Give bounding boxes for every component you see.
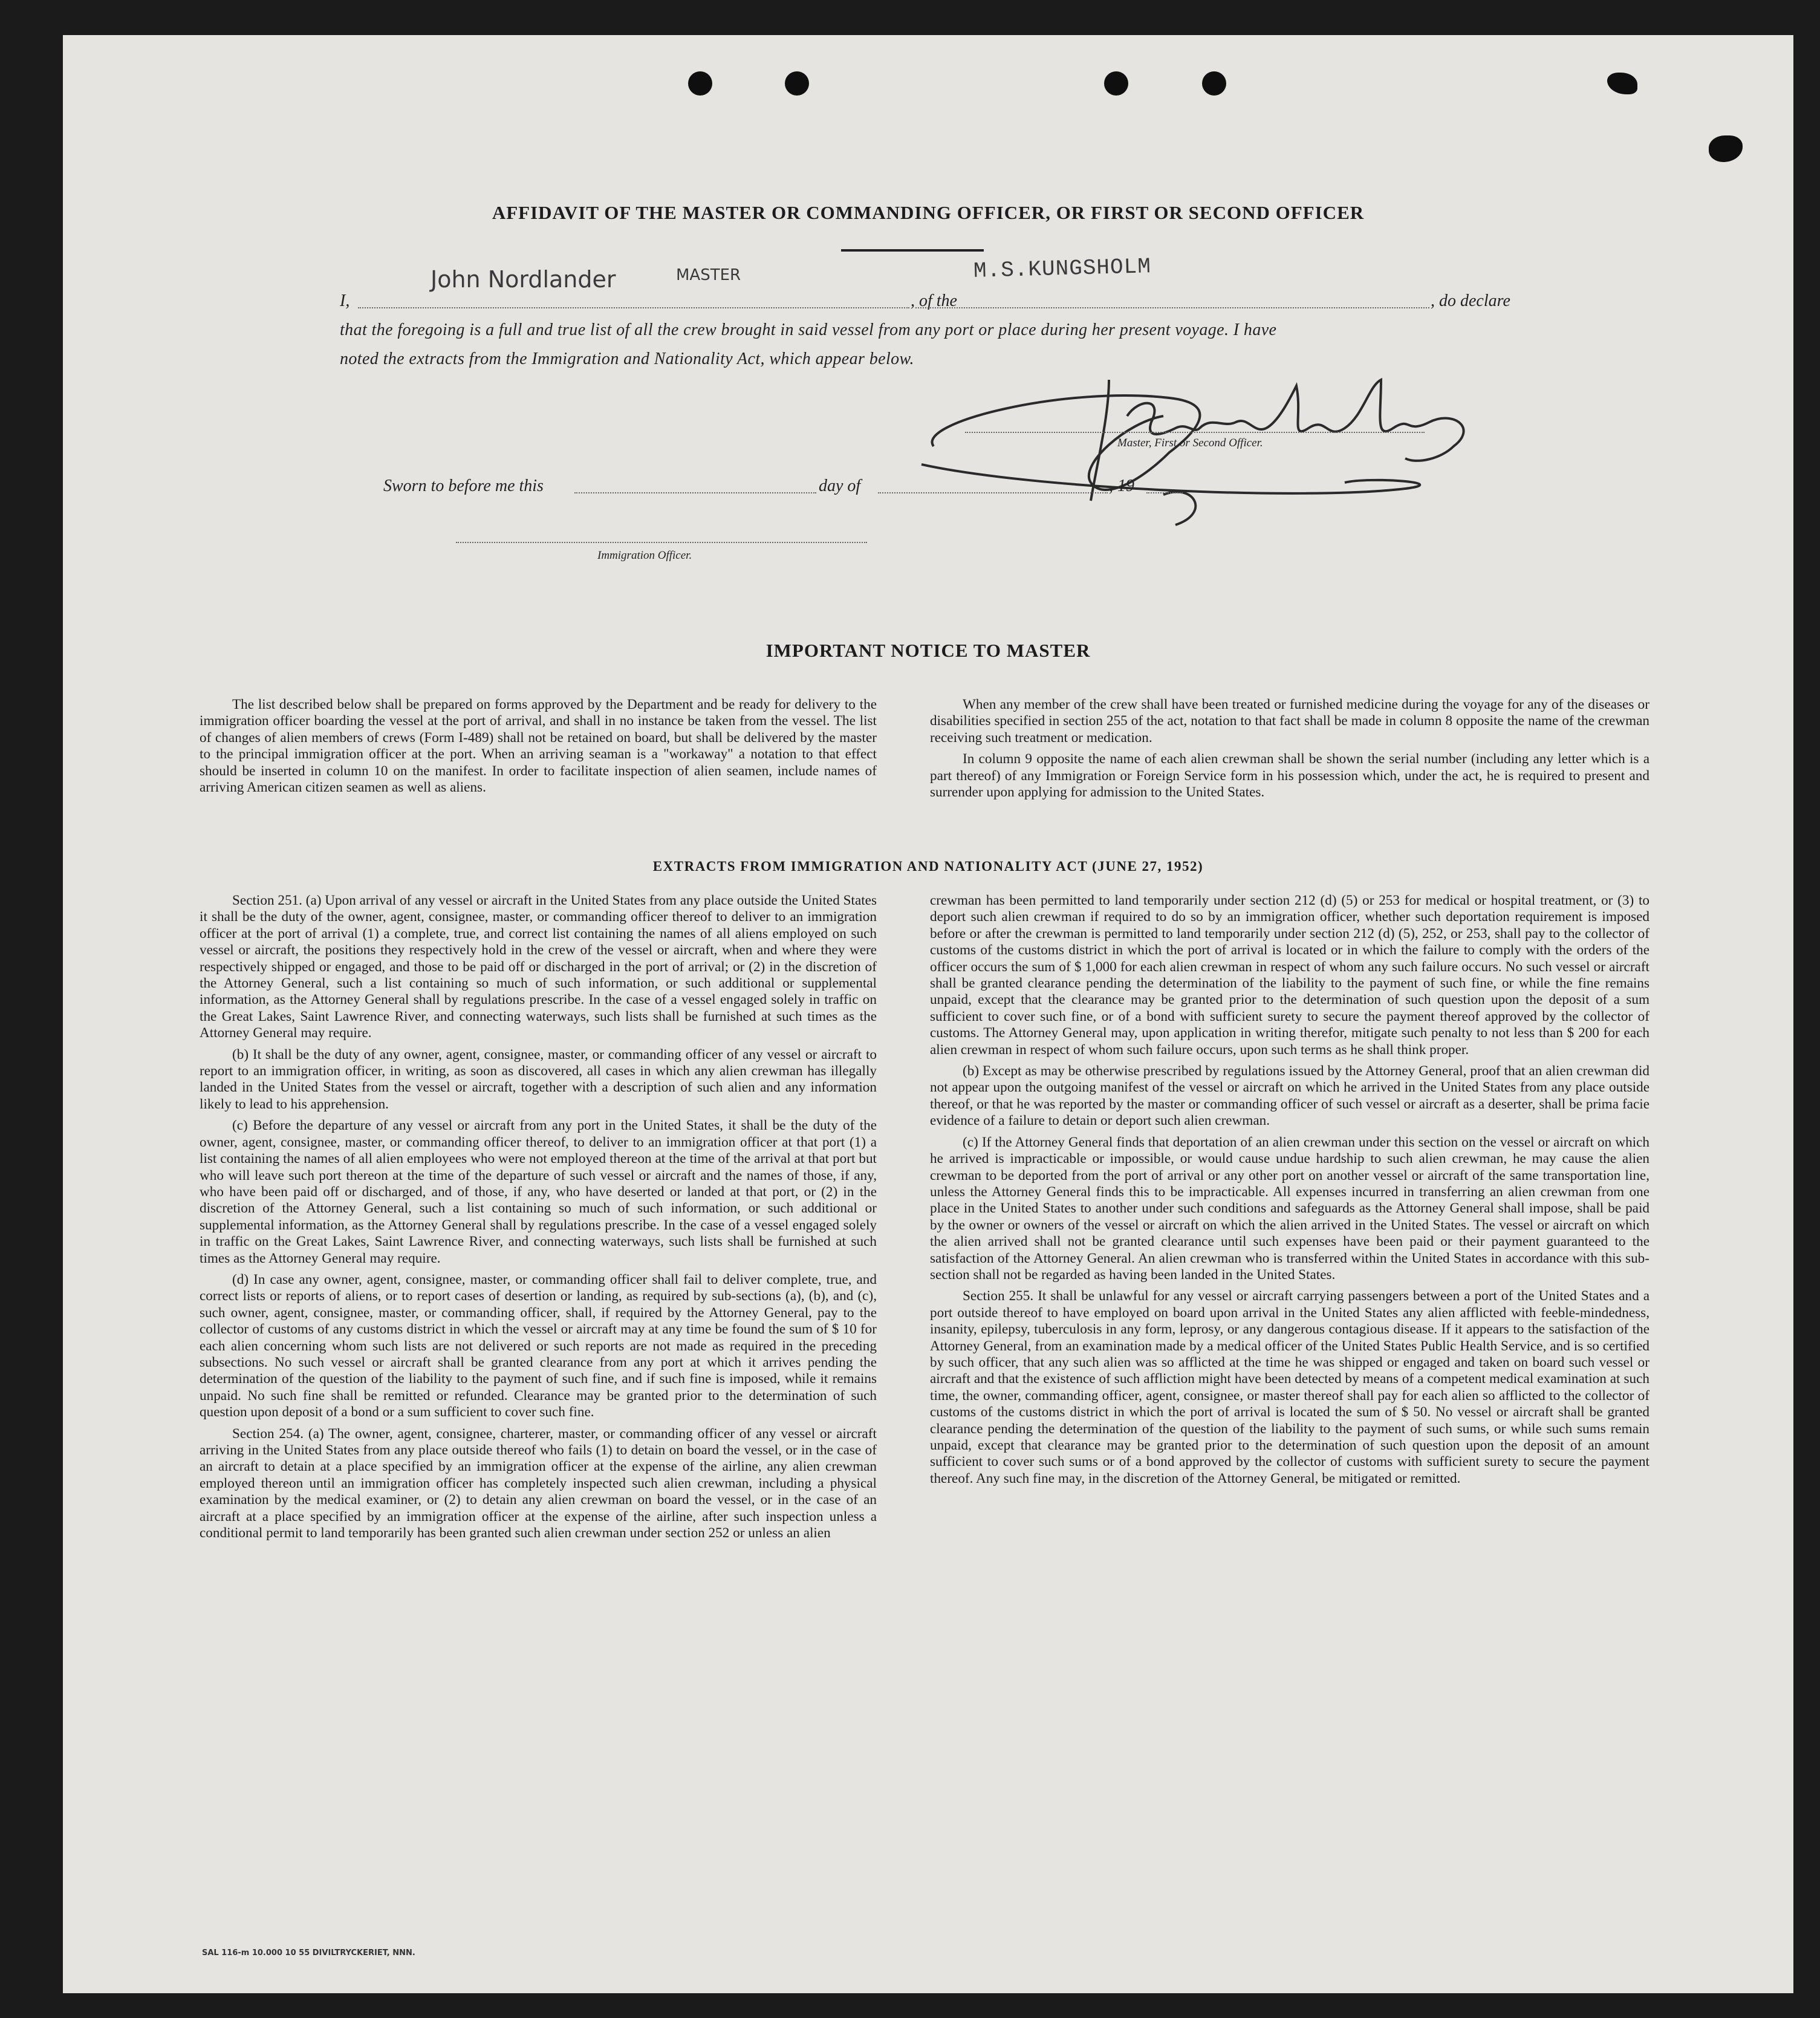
master-name: John Nordlander [431, 266, 616, 293]
punch-hole [785, 71, 809, 96]
notice-paragraph: When any member of the crew shall have been treated or furnished medicine during the voyage for any of the diseases or disabilities specified in section 255 of the act, notation to that fact shall be made in column 8 opposite the name of the crewman receiving such treatment or medication. [930, 697, 1649, 746]
notice-paragraph: In column 9 opposite the name of each alien crewman shall be shown the serial number (including any letter which is a part thereof) of any Immigration or Foreign Service form in his possession which, under the act, he is required to present and surrender upon applying for admission to the United States. [930, 751, 1649, 801]
extract-paragraph: (b) Except as may be otherwise prescribed by regulations issued by the Attorney General, proof that an alien crewman did not appear upon the outgoing manifest of the vessel or aircraft on which he arrived in the United States from any place outside thereof, or that he was reported by the master or commanding officer of such vessel or aircraft as a deserter, shall be prima facie evidence of a failure to detain or deport such alien crewman. [930, 1063, 1649, 1129]
year-prefix: , 19 [1109, 477, 1134, 495]
extract-paragraph: (c) Before the departure of any vessel or aircraft from any port in the United States, it shall be the duty of the owner, agent, consignee, master, or commanding officer thereof, to deliver to an immigration officer at that port (1) a list containing the names of all alien employees who were not employed thereon at the time of the arrival at that port but who will leave such port thereon at the time of the departure of such vessel or aircraft and the names of those, if any, who have been paid off or discharged, and of those, if any, who have deserted or landed at that port, or (2) in the discretion of the Attorney General, such a list containing so much of such information, or such additional or supplemental information, as the Attorney General shall by regulations prescribe. In the case of a vessel engaged solely in traffic on the Great Lakes, Saint Lawrence River, and connecting waterways, such lists shall be furnished at such times as the Attorney General may require. [200, 1118, 877, 1266]
declaration-line-3: noted the extracts from the Immigration and Nationality Act, which appear below. [340, 350, 914, 368]
form-footer: SAL 116-m 10.000 10 55 DIVILTRYCKERIET, NNN. [202, 1948, 415, 1958]
document-page [63, 35, 1793, 1993]
corner-tear [1607, 73, 1637, 94]
extracts-right-column [930, 893, 1649, 1492]
of-the-label: , of the [911, 291, 957, 310]
year-blank [1146, 492, 1183, 493]
extract-paragraph: crewman has been permitted to land temporarily under section 212 (d) (5) or 253 for medical or hospital treatment, or (3) to deport such alien crewman if required to do so by an immigration officer, whether such deportation requirement is imposed before or after the crewman is permitted to land temporarily under section 212 (d) (5), 252, or 253, shall pay to the collector of customs of the customs district in which the port of arrival is located or in which the failure to comply with the orders of the officer occurs the sum of $ 1,000 for each alien crewman in respect of whom any such failure occurs. No such vessel or aircraft shall be granted clearance pending the determination of the liability to the payment of such fine, or while the fine remains unpaid, except that the clearance may be granted prior to the determination of such question upon the deposit of a sum sufficient to cover such fine, or of a bond with sufficient surety to secure the payment thereof approved by the collector of customs. The Attorney General may, upon application in writing therefor, mitigate such penalty to not less than $ 200 for each alien crewman in respect of whom such failure occurs, upon such terms as he shall think proper. [930, 893, 1649, 1058]
do-declare-label: , do declare [1431, 291, 1510, 310]
sworn-month-blank [878, 492, 1108, 493]
extract-paragraph: Section 254. (a) The owner, agent, consignee, charterer, master, or commanding officer of any vessel or aircraft arriving in the United States from any place outside thereof who fails (1) to detain on board the vessel, or in the case of an aircraft to detain at a place specified by an immigration officer at the expense of the airline, any alien crewman employed thereon until an immigration officer has completely inspected such alien crewman, including a physical examination by the medical examiner, or (2) to detain any alien crewman on board the vessel, or in the case of an aircraft at a place specified by an immigration officer at the expense of the airline, after such inspection unless a conditional permit to land temporarily has been granted such alien crewman under section 252 or unless an alien [200, 1425, 877, 1541]
vessel-name: M.S.KUNGSHOLM [973, 254, 1152, 284]
notice-paragraph: The list described below shall be prepared on forms approved by the Department and be ready for delivery to the immigration officer boarding the vessel at the port of arrival, and shall in no instance be taken from the vessel. The list of changes of alien members of crews (Form I-489) shall not be retained on board, but shall be delivered by the master to the principal immigration officer at the port. When an arriving seaman is a "workaway" a notation to that effect should be inserted in column 10 on the manifest. In order to facilitate inspection of alien seamen, include names of arriving American citizen seamen as well as aliens. [200, 697, 877, 796]
notice-left-column [200, 697, 877, 801]
extract-paragraph: Section 251. (a) Upon arrival of any vessel or aircraft in the United States from any place outside the United States it shall be the duty of the owner, agent, consignee, master, or commanding officer thereof to deliver to an immigration officer at the port of arrival (1) a complete, true, and correct list containing the names of all aliens employed on such vessel or aircraft, the positions they respectively hold in the crew of the vessel or aircraft, when and where they were respectively shipped or engaged, and those to be paid off or discharged in the port of arrival; or (2) in the discretion of the Attorney General, such a list containing so much of such information, or such additional or supplemental information, as the Attorney General shall by regulations prescribe. In the case of a vessel engaged solely in traffic on the Great Lakes, Saint Lawrence River, and connecting waterways, such lists shall be furnished at such times as the Attorney General may require. [200, 893, 877, 1041]
ink-blot [1709, 135, 1743, 162]
sworn-day-blank [574, 492, 816, 493]
punch-hole [1104, 71, 1128, 96]
notice-right-column [930, 697, 1649, 806]
extracts-left-column [200, 893, 877, 1546]
notice-title: IMPORTANT NOTICE TO MASTER [765, 640, 1091, 661]
i-label: I, [340, 291, 350, 310]
vessel-blank [915, 307, 1429, 308]
extract-paragraph: (c) If the Attorney General finds that deportation of an alien crewman under this section on the vessel or aircraft on which he arrived is impracticable or impossible, or would cause undue hardship to such alien crewman, he may cause the alien crewman to be deported from the port of arrival or any other port on another vessel or aircraft of the same transportation line, unless the Attorney General finds this to be impracticable. All expenses incurred in transferring an alien crewman from one place in the United States to another under such conditions and safeguards as the Attorney General shall impose, shall be paid by the owner or owners of the vessel or aircraft on which the alien arrived in the United States. The vessel or aircraft on which the alien arrived shall not be granted clearance until such expenses have been paid or their payment guaranteed to the satisfaction of the Attorney General. An alien crewman who is transferred within the United States in accordance with this sub-section shall not be regarded as having been landed in the United States. [930, 1134, 1649, 1283]
extracts-title: EXTRACTS FROM IMMIGRATION AND NATIONALITY ACT (JUNE 27, 1952) [652, 859, 1204, 874]
officer-caption: Immigration Officer. [597, 549, 692, 562]
extract-paragraph: Section 255. It shall be unlawful for any vessel or aircraft carrying passengers between a port of the United States and a port outside thereof to have employed on board upon arrival in the United States any alien afflicted with feeble-mindedness, insanity, epilepsy, tuberculosis in any form, leprosy, or any dangerous contagious disease. If it appears to the satisfaction of the Attorney General, from an examination made by a medical officer of the United States Public Health Service, and is so certified by such officer, that any such alien was so afflicted at the time he was shipped or engaged and taken on board such vessel or aircraft and that the existence of such affliction might have been detected by means of a competent medical examination at such time, the owner, commanding officer, agent, consignee, or master thereof shall pay for each alien so afflicted to the collector of customs of the customs district in which the port of arrival is located the sum of $ 50. No vessel or aircraft shall be granted clearance pending the determination of the question of the liability to the payment of such sums, or while such sums remain unpaid, except that clearance may be granted prior to the determination of such question upon the deposit of an amount sufficient to cover such sums or of a bond approved by the collector of customs with sufficient surety to secure the payment thereof. Any such fine may, in the discretion of the Attorney General, be mitigated or remitted. [930, 1288, 1649, 1486]
day-of-label: day of [819, 477, 861, 495]
punch-hole [1202, 71, 1226, 96]
declaration-line-2: that the foregoing is a full and true list of all the crew brought in said vessel from any port or place during her present voyage. I have [340, 321, 1277, 339]
extract-paragraph: (b) It shall be the duty of any owner, agent, consignee, master, or commanding officer of any vessel or aircraft to report to an immigration officer, in writing, as soon as discovered, all cases in which any alien crewman has illegally landed in the United States from the vessel or aircraft, together with a description of such alien and any information likely to lead to his apprehension. [200, 1046, 877, 1112]
signature-caption: Master, First or Second Officer. [1117, 437, 1263, 449]
affidavit-title: AFFIDAVIT OF THE MASTER OR COMMANDING OFFICER, OR FIRST OR SECOND OFFICER [492, 202, 1365, 223]
name-blank [358, 307, 909, 308]
sworn-label: Sworn to before me this [383, 477, 544, 495]
extract-paragraph: (d) In case any owner, agent, consignee, master, or commanding officer shall fail to deliver complete, true, and correct lists or reports of aliens, or to report cases of desertion or landing, as required by sub-sections (a), (b), and (c), such owner, agent, consignee, master, or commanding officer, shall, if required by the Attorney General, pay to the collector of customs of any customs district in which the vessel or aircraft may at any time be found the sum of $ 10 for each alien concerning whom such lists are not delivered or such reports are not made as required in the preceding subsections. No such vessel or aircraft shall be granted clearance from any port at which it arrives pending the determination of the question of the liability to the payment of such fine, and if such fine is imposed, while it remains unpaid. No such fine shall be remitted or refunded. Clearance may be granted prior to the determination of such question upon deposit of a bond or a sum sufficient to cover such fine. [200, 1271, 877, 1421]
master-rank: MASTER [676, 266, 741, 284]
title-rule [841, 249, 984, 252]
punch-hole [688, 71, 712, 96]
signature-line [965, 432, 1425, 433]
officer-signature-line [456, 542, 867, 543]
